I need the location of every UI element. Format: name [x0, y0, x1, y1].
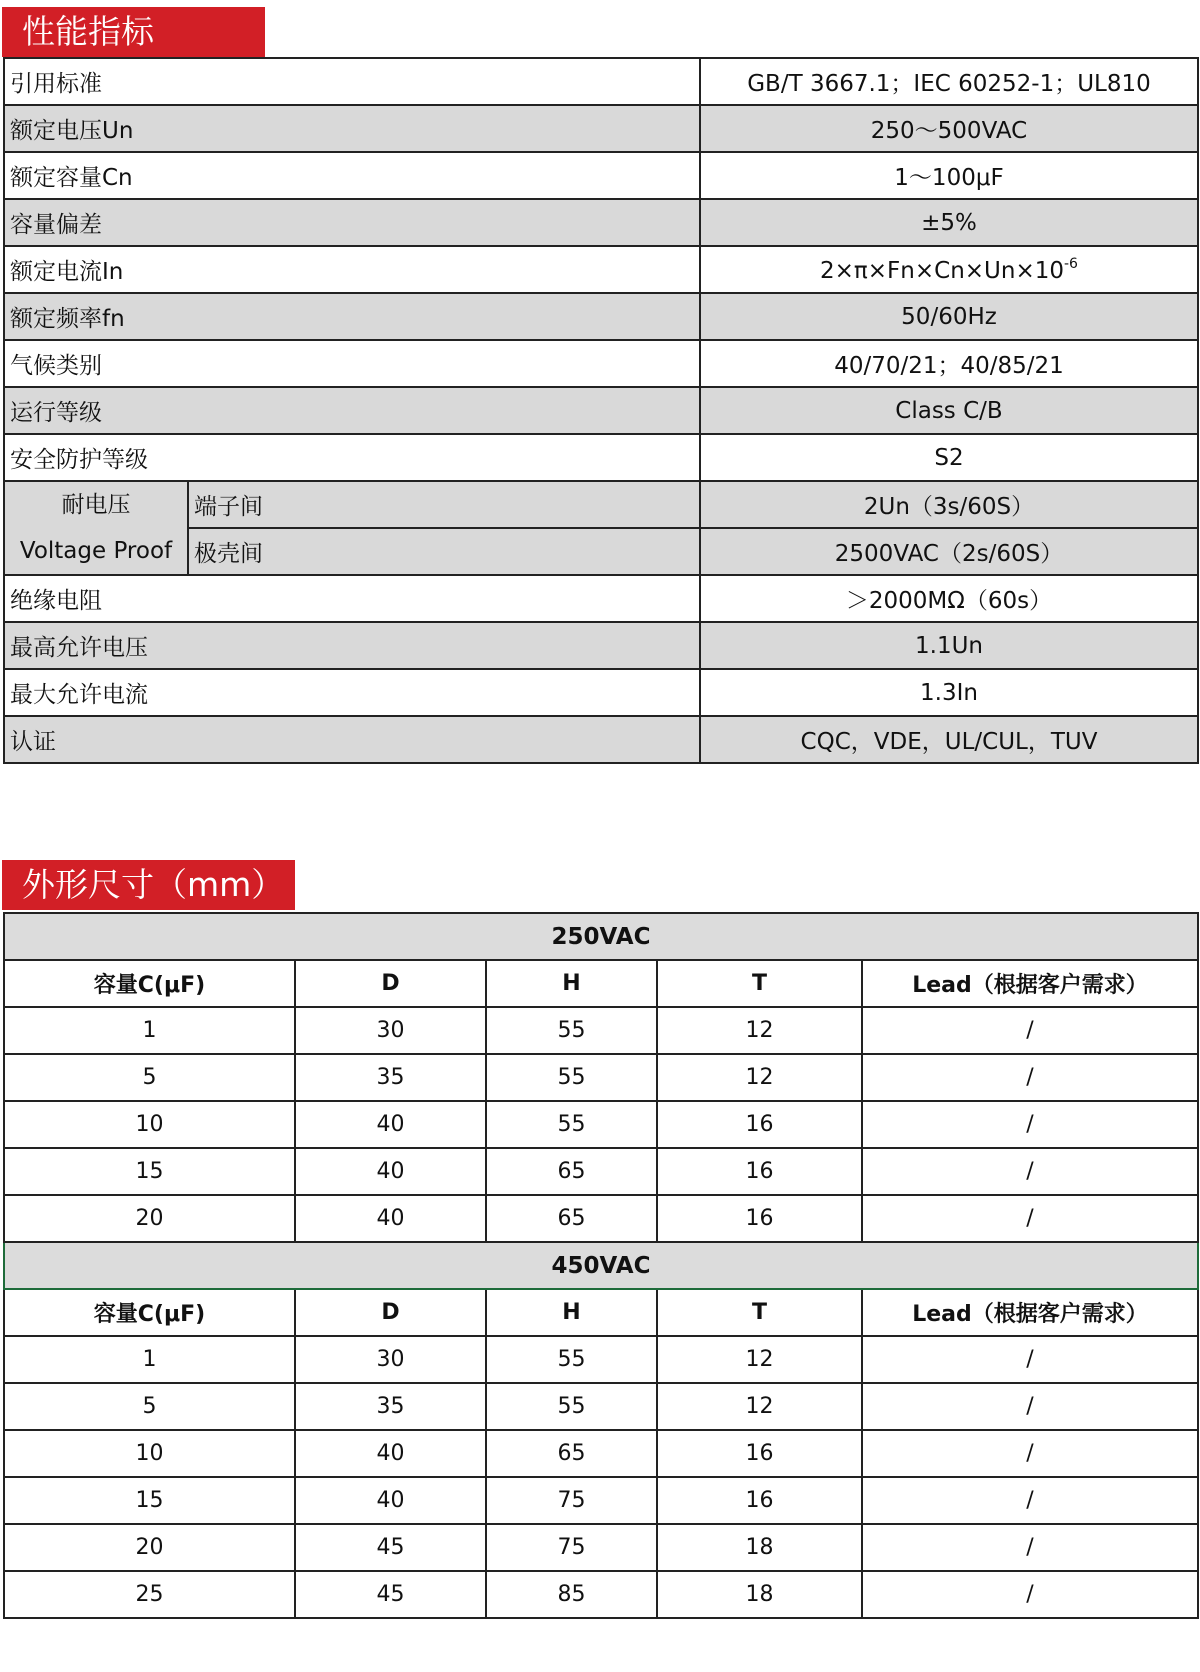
- spec-value: [700, 105, 1198, 152]
- spec-label: 额定容量Cn: [4, 152, 700, 199]
- table-cell: /: [862, 1524, 1198, 1571]
- spec-value: [700, 387, 1198, 434]
- table-cell: 15: [4, 1477, 295, 1524]
- voltage-proof-label-cn: 耐电压: [61, 492, 131, 518]
- table-row: [4, 1383, 1198, 1430]
- performance-table: [3, 57, 1199, 764]
- spec-row: [4, 152, 1198, 199]
- spec-value: [700, 716, 1198, 763]
- spec-value-text: 250～500VAC: [870, 118, 1028, 144]
- table-row: [4, 1101, 1198, 1148]
- voltage-group-header: [4, 913, 1198, 960]
- table-row: [4, 1430, 1198, 1477]
- voltage-group-label: 450VAC: [4, 1242, 1198, 1289]
- spec-row: [4, 246, 1198, 293]
- spec-value: [700, 622, 1198, 669]
- table-cell: /: [862, 1148, 1198, 1195]
- voltage-proof-label-en: Voltage Proof: [19, 538, 173, 564]
- table-cell: 75: [486, 1524, 657, 1571]
- table-cell: 75: [486, 1477, 657, 1524]
- column-header: H: [486, 1289, 657, 1336]
- table-cell: /: [862, 1007, 1198, 1054]
- spec-label: 最高允许电压: [4, 622, 700, 669]
- spec-label: 额定电压Un: [4, 105, 700, 152]
- table-cell: 30: [295, 1007, 486, 1054]
- spec-value-text: GB/T 3667.1；IEC 60252-1；UL810: [747, 71, 1151, 97]
- spec-label: 运行等级: [4, 387, 700, 434]
- spec-label: 安全防护等级: [4, 434, 700, 481]
- table-cell: 45: [295, 1524, 486, 1571]
- table-cell: 55: [486, 1007, 657, 1054]
- spec-row: [4, 387, 1198, 434]
- spec-value: [700, 575, 1198, 622]
- spec-value-text: CQC，VDE，UL/CUL，TUV: [800, 729, 1098, 755]
- column-header: Lead（根据客户需求）: [862, 960, 1198, 1007]
- table-cell: 1: [4, 1007, 295, 1054]
- spec-label: 最大允许电流: [4, 669, 700, 716]
- spec-row: [4, 340, 1198, 387]
- table-cell: 65: [486, 1430, 657, 1477]
- table-cell: /: [862, 1054, 1198, 1101]
- voltage-proof-value: 2Un（3s/60S）: [700, 481, 1198, 528]
- table-cell: 85: [486, 1571, 657, 1618]
- table-cell: 30: [295, 1336, 486, 1383]
- table-row: [4, 1571, 1198, 1618]
- spec-row: [4, 622, 1198, 669]
- spec-value: [700, 293, 1198, 340]
- spec-value-text: 1.3In: [920, 679, 978, 706]
- spec-row: [4, 669, 1198, 716]
- spec-value-text: 1～100μF: [894, 165, 1004, 191]
- section-title-dimensions: 外形尺寸（mm）: [2, 860, 295, 910]
- table-cell: 55: [486, 1054, 657, 1101]
- table-cell: 40: [295, 1101, 486, 1148]
- column-header: T: [657, 960, 862, 1007]
- column-header-row: [4, 1289, 1198, 1336]
- table-cell: 40: [295, 1195, 486, 1242]
- voltage-proof-sublabel: 极壳间: [188, 528, 700, 575]
- table-cell: /: [862, 1336, 1198, 1383]
- table-row: [4, 1195, 1198, 1242]
- voltage-proof-label: [4, 481, 188, 575]
- section-title-performance: 性能指标: [2, 7, 265, 57]
- table-cell: 55: [486, 1101, 657, 1148]
- spec-label: 额定频率fn: [4, 293, 700, 340]
- voltage-group-label: 250VAC: [4, 913, 1198, 960]
- table-cell: /: [862, 1195, 1198, 1242]
- spec-label: 额定电流In: [4, 246, 700, 293]
- table-cell: 16: [657, 1195, 862, 1242]
- table-cell: /: [862, 1383, 1198, 1430]
- table-cell: 40: [295, 1430, 486, 1477]
- table-cell: 55: [486, 1336, 657, 1383]
- table-cell: /: [862, 1101, 1198, 1148]
- spec-label: 容量偏差: [4, 199, 700, 246]
- table-row: [4, 1148, 1198, 1195]
- table-cell: 16: [657, 1101, 862, 1148]
- column-header: Lead（根据客户需求）: [862, 1289, 1198, 1336]
- table-cell: 16: [657, 1430, 862, 1477]
- voltage-proof-value: 2500VAC（2s/60S）: [700, 528, 1198, 575]
- spec-row: [4, 58, 1198, 105]
- table-cell: /: [862, 1571, 1198, 1618]
- spec-value-text: ＞2000MΩ（60s）: [845, 588, 1053, 614]
- table-cell: 40: [295, 1477, 486, 1524]
- spec-label: 引用标准: [4, 58, 700, 105]
- spec-row: [4, 716, 1198, 763]
- spec-value-text: 2×π×Fn×Cn×Un×10: [820, 257, 1064, 284]
- column-header: D: [295, 1289, 486, 1336]
- table-cell: 18: [657, 1571, 862, 1618]
- table-row: [4, 1524, 1198, 1571]
- column-header-row: [4, 960, 1198, 1007]
- spec-row: [4, 575, 1198, 622]
- spec-value-text: Class C/B: [895, 397, 1003, 424]
- spec-value-text: 40/70/21；40/85/21: [834, 353, 1064, 379]
- table-row: [4, 1054, 1198, 1101]
- table-cell: 10: [4, 1101, 295, 1148]
- spec-value: [700, 199, 1198, 246]
- spec-value: [700, 669, 1198, 716]
- voltage-group-header: [4, 1242, 1198, 1289]
- table-cell: 65: [486, 1148, 657, 1195]
- spec-value: [700, 152, 1198, 199]
- table-row: [4, 1007, 1198, 1054]
- spec-label: 气候类别: [4, 340, 700, 387]
- voltage-proof-row: [4, 481, 1198, 528]
- column-header: 容量C(μF): [4, 1289, 295, 1336]
- column-header: 容量C(μF): [4, 960, 295, 1007]
- table-cell: 40: [295, 1148, 486, 1195]
- table-cell: 65: [486, 1195, 657, 1242]
- spec-value-text: S2: [934, 444, 964, 471]
- spec-row: [4, 434, 1198, 481]
- table-cell: 20: [4, 1195, 295, 1242]
- column-header: D: [295, 960, 486, 1007]
- spec-row: [4, 105, 1198, 152]
- table-cell: 18: [657, 1524, 862, 1571]
- table-cell: 12: [657, 1336, 862, 1383]
- spec-label: 绝缘电阻: [4, 575, 700, 622]
- spec-value-text: 50/60Hz: [901, 303, 997, 330]
- spec-value: [700, 246, 1198, 293]
- table-cell: 5: [4, 1383, 295, 1430]
- table-cell: 35: [295, 1383, 486, 1430]
- table-cell: 25: [4, 1571, 295, 1618]
- spec-value: [700, 434, 1198, 481]
- spec-value-text: ±5%: [921, 209, 977, 236]
- table-row: [4, 1477, 1198, 1524]
- spec-value-text: 1.1Un: [915, 632, 983, 659]
- spec-row: [4, 293, 1198, 340]
- table-cell: 55: [486, 1383, 657, 1430]
- spec-value: [700, 58, 1198, 105]
- spec-value-exponent: -6: [1064, 255, 1078, 272]
- table-row: [4, 1336, 1198, 1383]
- table-cell: 12: [657, 1007, 862, 1054]
- table-cell: 16: [657, 1148, 862, 1195]
- table-cell: 1: [4, 1336, 295, 1383]
- table-cell: /: [862, 1430, 1198, 1477]
- table-cell: 35: [295, 1054, 486, 1101]
- table-cell: /: [862, 1477, 1198, 1524]
- table-cell: 10: [4, 1430, 295, 1477]
- spec-row: [4, 199, 1198, 246]
- table-cell: 12: [657, 1054, 862, 1101]
- dimensions-table: [3, 912, 1199, 1619]
- table-cell: 20: [4, 1524, 295, 1571]
- table-cell: 12: [657, 1383, 862, 1430]
- spec-value: [700, 340, 1198, 387]
- column-header: T: [657, 1289, 862, 1336]
- table-cell: 15: [4, 1148, 295, 1195]
- spec-label: 认证: [4, 716, 700, 763]
- voltage-proof-sublabel: 端子间: [188, 481, 700, 528]
- table-cell: 45: [295, 1571, 486, 1618]
- table-cell: 16: [657, 1477, 862, 1524]
- table-cell: 5: [4, 1054, 295, 1101]
- column-header: H: [486, 960, 657, 1007]
